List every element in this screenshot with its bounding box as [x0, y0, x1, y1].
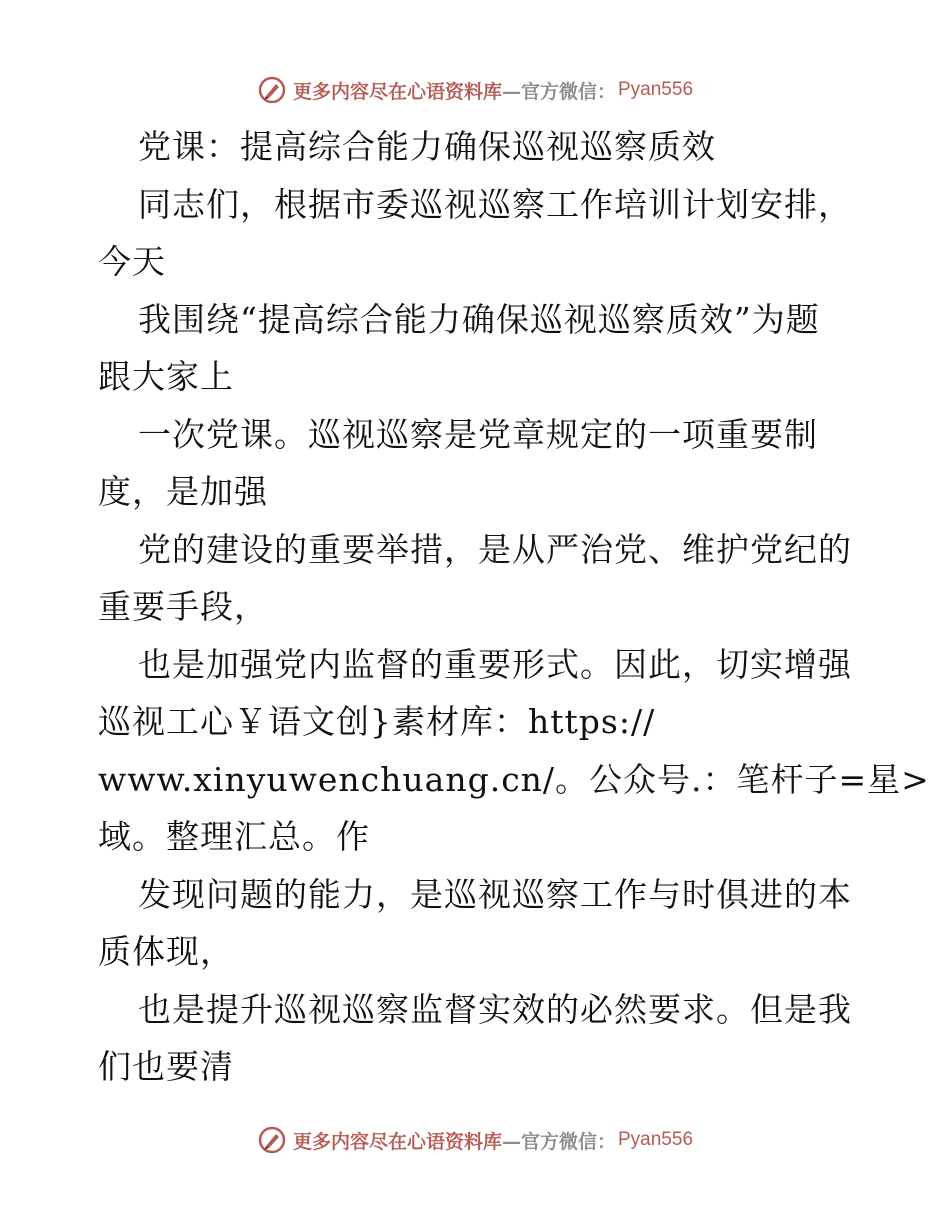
paragraph-line: 党的建设的重要举措，是从严治党、维护党纪的	[138, 529, 852, 569]
paragraph-line: 域。整理汇总。作	[98, 817, 370, 856]
paragraph-line: 同志们，根据市委巡视巡察工作培训计划安排，	[138, 184, 852, 224]
header-banner	[0, 70, 950, 110]
paragraph-line: 重要手段，	[98, 587, 268, 626]
paragraph-line: 巡视工心￥语文创}素材库：https://	[98, 702, 656, 741]
document-body	[98, 118, 930, 1096]
banner-text: 更多内容尽在心语资料库	[292, 80, 502, 103]
document-title: 党课：提高综合能力确保巡视巡察质效	[138, 127, 716, 166]
paragraph-line: 跟大家上	[98, 357, 234, 396]
banner-separator: —官方微信：	[501, 1130, 616, 1153]
banner-wechat-id: Pyan556	[618, 79, 694, 100]
paragraph-line: 也是加强党内监督的重要形式。因此，切实增强	[138, 644, 852, 684]
paragraph-line: 我围绕“提高综合能力确保巡视巡察质效”为题	[138, 299, 820, 339]
pen-nib-logo-icon	[257, 1125, 287, 1155]
paragraph-line: www.xinyuwenchuang.cn/。公众号.：笔杆子=星>	[98, 759, 930, 799]
paragraph-line: 们也要清	[98, 1047, 234, 1086]
footer-banner	[0, 1120, 950, 1160]
paragraph-line: 今天	[98, 242, 166, 281]
paragraph-line: 质体现，	[98, 932, 234, 971]
banner-separator: —官方微信：	[501, 80, 616, 103]
banner-text: 更多内容尽在心语资料库	[292, 1130, 502, 1153]
paragraph-line: 也是提升巡视巡察监督实效的必然要求。但是我	[138, 989, 852, 1029]
pen-nib-logo-icon	[257, 75, 287, 105]
banner-wechat-id: Pyan556	[618, 1129, 694, 1150]
paragraph-line: 发现问题的能力，是巡视巡察工作与时俱进的本	[138, 874, 852, 914]
paragraph-line: 度，是加强	[98, 472, 268, 511]
paragraph-line: 一次党课。巡视巡察是党章规定的一项重要制	[138, 414, 818, 454]
